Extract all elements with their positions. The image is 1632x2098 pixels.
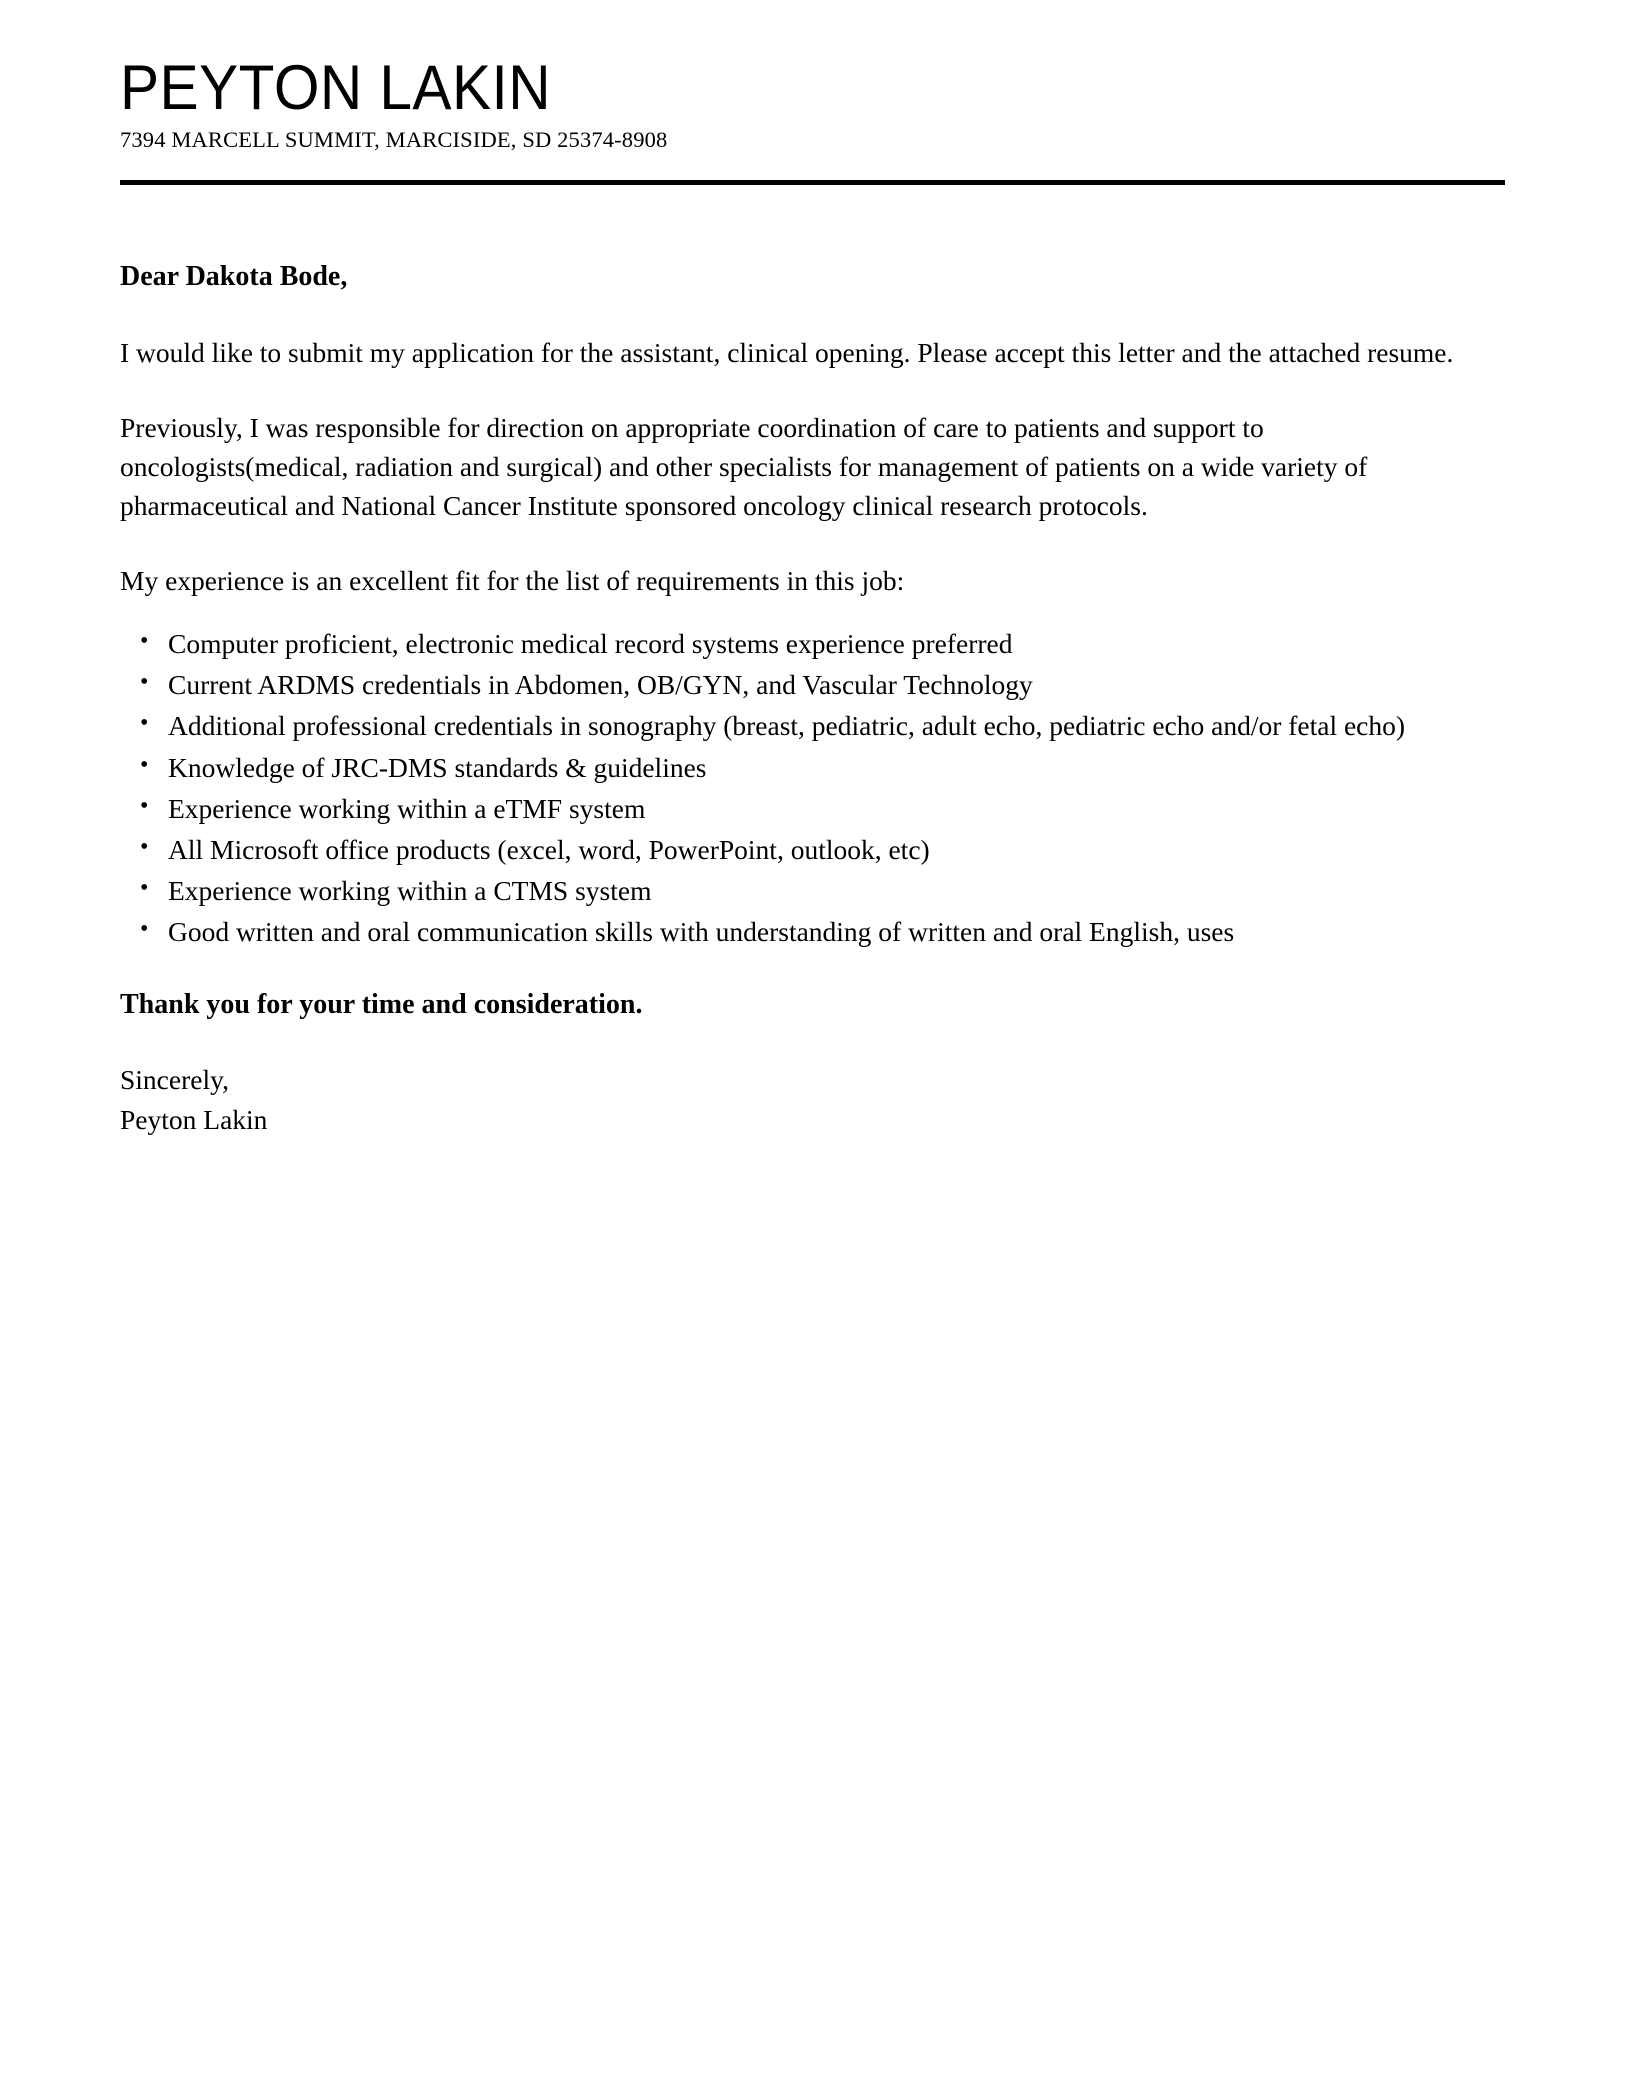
letter-body xyxy=(120,257,1475,1138)
candidate-address: 7394 MARCELL SUMMIT, MARCISIDE, SD 25374-8908 xyxy=(120,127,668,153)
letterhead xyxy=(120,53,1505,185)
signature-block xyxy=(120,1060,1475,1138)
list-item: • Experience working within a CTMS system xyxy=(120,871,1475,910)
list-item: • Good written and oral communication skills with understanding of written and oral English, uses xyxy=(120,912,1475,951)
header-divider xyxy=(120,180,1505,185)
thank-you-line: Thank you for your time and consideration. xyxy=(120,988,643,1020)
requirements-intro: My experience is an excellent fit for the list of requirements in this job: xyxy=(120,565,905,597)
requirements-list xyxy=(120,624,1475,950)
list-item: • All Microsoft office products (excel, word, PowerPoint, outlook, etc) xyxy=(120,830,1475,869)
letter-content xyxy=(120,53,1508,1139)
list-item: • Computer proficient, electronic medical record systems experience preferred xyxy=(120,624,1475,663)
list-item: • Additional professional credentials in sonography (breast, pediatric, adult echo, pediatric echo and/or fetal echo) xyxy=(120,706,1475,745)
page-title: PEYTON LAKIN xyxy=(120,53,552,123)
body-paragraph-2: Previously, I was responsible for direction on appropriate coordination of care to patients and support to oncologists(medical, radiation and surgical) and other specialists for management of patients on a wide variety of pharmaceutical and National Cancer Institute sponsored oncology clinical research protocols. xyxy=(120,412,1368,522)
signature-name: Peyton Lakin xyxy=(120,1103,268,1135)
salutation: Dear Dakota Bode, xyxy=(120,261,348,293)
body-paragraph-1: I would like to submit my application for the assistant, clinical opening. Please accept this letter and the attached resume. xyxy=(120,337,1454,369)
sign-off: Sincerely, xyxy=(120,1064,229,1096)
list-item: • Current ARDMS credentials in Abdomen, OB/GYN, and Vascular Technology xyxy=(120,665,1475,704)
list-item: • Knowledge of JRC-DMS standards & guidelines xyxy=(120,748,1475,787)
list-item: • Experience working within a eTMF system xyxy=(120,789,1475,828)
